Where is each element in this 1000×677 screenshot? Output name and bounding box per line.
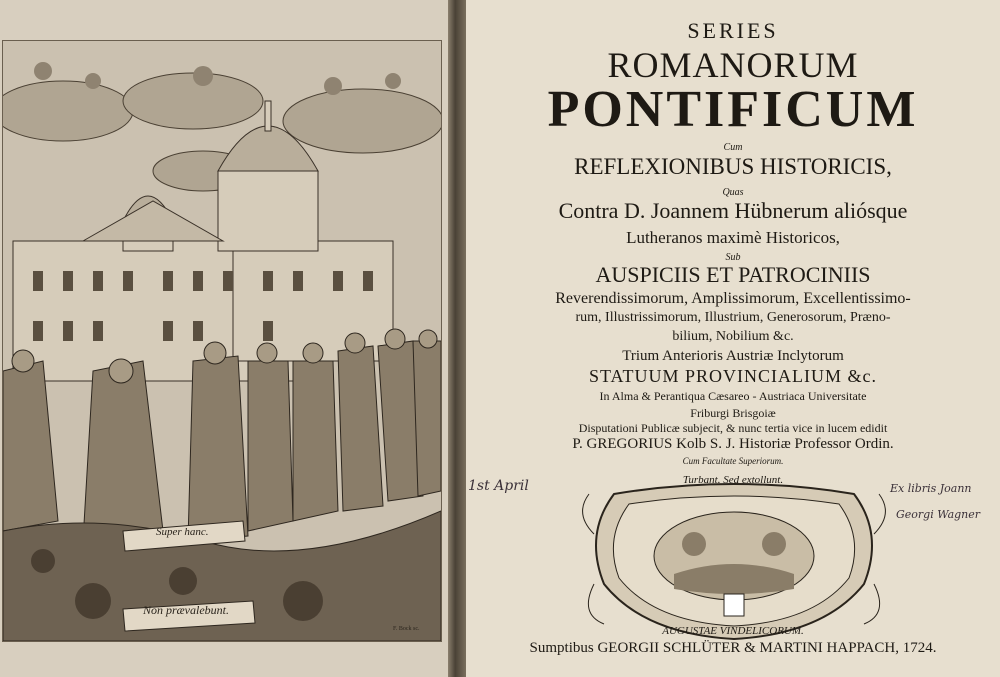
- title-author: P. GREGORIUS Kolb S. J. Historiæ Professor Ordin.: [572, 436, 894, 452]
- handwritten-ex-libris-1: Ex libris Joann: [890, 482, 972, 495]
- vignette-motto: Turbant. Sed extollunt.: [682, 474, 784, 486]
- title-page: [466, 0, 1000, 677]
- handwritten-ex-libris-2: Georgi Wagner: [896, 508, 981, 521]
- imprint-publishers: Sumptibus GEORGII SCHLÜTER & MARTINI HAPPACH, 1724.: [529, 640, 937, 656]
- title-in-alma: In Alma & Perantiqua Cæsareo - Austriaca Universitate: [599, 389, 867, 403]
- banner-super-hanc: Super hanc.: [156, 526, 209, 538]
- title-statuum: STATUUM PROVINCIALIUM &c.: [588, 366, 878, 386]
- title-quas: Quas: [722, 187, 744, 198]
- engraver-signature: F. Bock sc.: [393, 626, 420, 632]
- imprint-place: AUGUSTAE VINDELICORUM.: [662, 625, 804, 637]
- title-trium: Trium Anterioris Austriæ Inclytorum: [622, 348, 844, 364]
- frontispiece-engraving: [2, 40, 442, 642]
- title-disputationi: Disputationi Publicæ subjecit, & nunc tertia vice in lucem edidit: [578, 421, 888, 435]
- title-cum: Cum: [723, 142, 743, 153]
- title-sub: Sub: [725, 252, 741, 263]
- book-gutter: [448, 0, 466, 677]
- title-series: SERIES: [687, 18, 779, 43]
- title-illustrissimorum: rum, Illustrissimorum, Illustrium, Generosorum, Præno-: [575, 310, 891, 325]
- title-reflexionibus: REFLEXIONIBUS HISTORICIS,: [574, 154, 892, 179]
- title-friburgi: Friburgi Brisgoiæ: [690, 406, 776, 420]
- printers-device-vignette: [574, 474, 894, 642]
- title-reverendissimorum: Reverendissimorum, Amplissimorum, Excellentissimo-: [555, 290, 911, 307]
- banner-non-praevalebunt: Non prævalebunt.: [143, 603, 229, 617]
- engraving-illustration: [3, 41, 441, 641]
- title-romanorum: ROMANORUM: [607, 45, 859, 85]
- title-nobilium: bilium, Nobilium &c.: [672, 329, 794, 344]
- title-contra: Contra D. Joannem Hübnerum aliósque: [558, 198, 908, 223]
- handwritten-left-note: 1st April: [468, 478, 529, 494]
- title-facultate: Cum Facultate Superiorum.: [682, 456, 784, 466]
- title-auspiciis: AUSPICIIS ET PATROCINIIS: [595, 262, 871, 287]
- frontispiece-page: [0, 0, 448, 677]
- title-pontificum: PONTIFICUM: [547, 81, 919, 138]
- title-lutheranos: Lutheranos maximè Historicos,: [626, 228, 840, 247]
